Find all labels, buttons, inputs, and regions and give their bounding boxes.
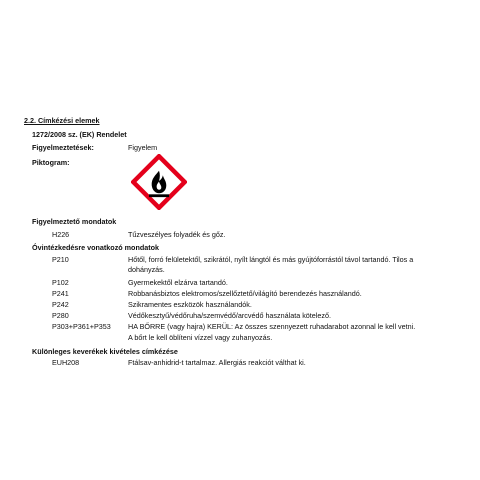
regulation-heading: 1272/2008 sz. (EK) Rendelet xyxy=(32,130,127,139)
hazard-code: H226 xyxy=(52,230,70,239)
precaution-code: P210 xyxy=(52,255,69,264)
precaution-text: Robbanásbiztos elektromos/szellőztető/világító berendezés használandó. xyxy=(128,289,362,298)
hazard-text: Tűzveszélyes folyadék és gőz. xyxy=(128,230,226,239)
special-labelling-heading: Különleges keverékek kivételes címkézése xyxy=(32,347,178,356)
precaution-code: P280 xyxy=(52,311,69,320)
precaution-code: P102 xyxy=(52,278,69,287)
precautionary-statements-heading: Óvintézkedésre vonatkozó mondatok xyxy=(32,243,160,252)
precaution-text: Hőtől, forró felületektől, szikrától, nyílt lángtól és más gyújtóforrástól távol tartandó. Tilos a xyxy=(128,255,414,264)
precaution-text: Szikramentes eszközök használandók. xyxy=(128,300,252,309)
precaution-text-continued: dohányzás. xyxy=(128,265,165,274)
precaution-text: Gyermekektől elzárva tartandó. xyxy=(128,278,228,287)
precaution-text-continued: A bőrt le kell öblíteni vízzel vagy zuhanyozás. xyxy=(128,333,273,342)
precaution-text: Védőkesztyű/védőruha/szemvédő/arcvédő használata kötelező. xyxy=(128,311,331,320)
signal-word-label: Figyelmeztetések: xyxy=(32,143,94,152)
precaution-code: P242 xyxy=(52,300,69,309)
pictogram-label: Piktogram: xyxy=(32,158,70,167)
flame-hazard-icon xyxy=(131,154,187,210)
special-text: Ftálsav-anhidrid-t tartalmaz. Allergiás reakciót válthat ki. xyxy=(128,358,306,367)
precaution-text: HA BŐRRE (vagy hajra) KERÜL: Az összes szennyezett ruhadarabot azonnal le kell vetni. xyxy=(128,322,416,331)
hazard-statements-heading: Figyelmeztető mondatok xyxy=(32,217,117,226)
precaution-code: P303+P361+P353 xyxy=(52,322,111,331)
precaution-code: P241 xyxy=(52,289,69,298)
special-code: EUH208 xyxy=(52,358,80,367)
signal-word-value: Figyelem xyxy=(128,143,158,152)
section-title: 2.2. Címkézési elemek xyxy=(24,116,100,125)
